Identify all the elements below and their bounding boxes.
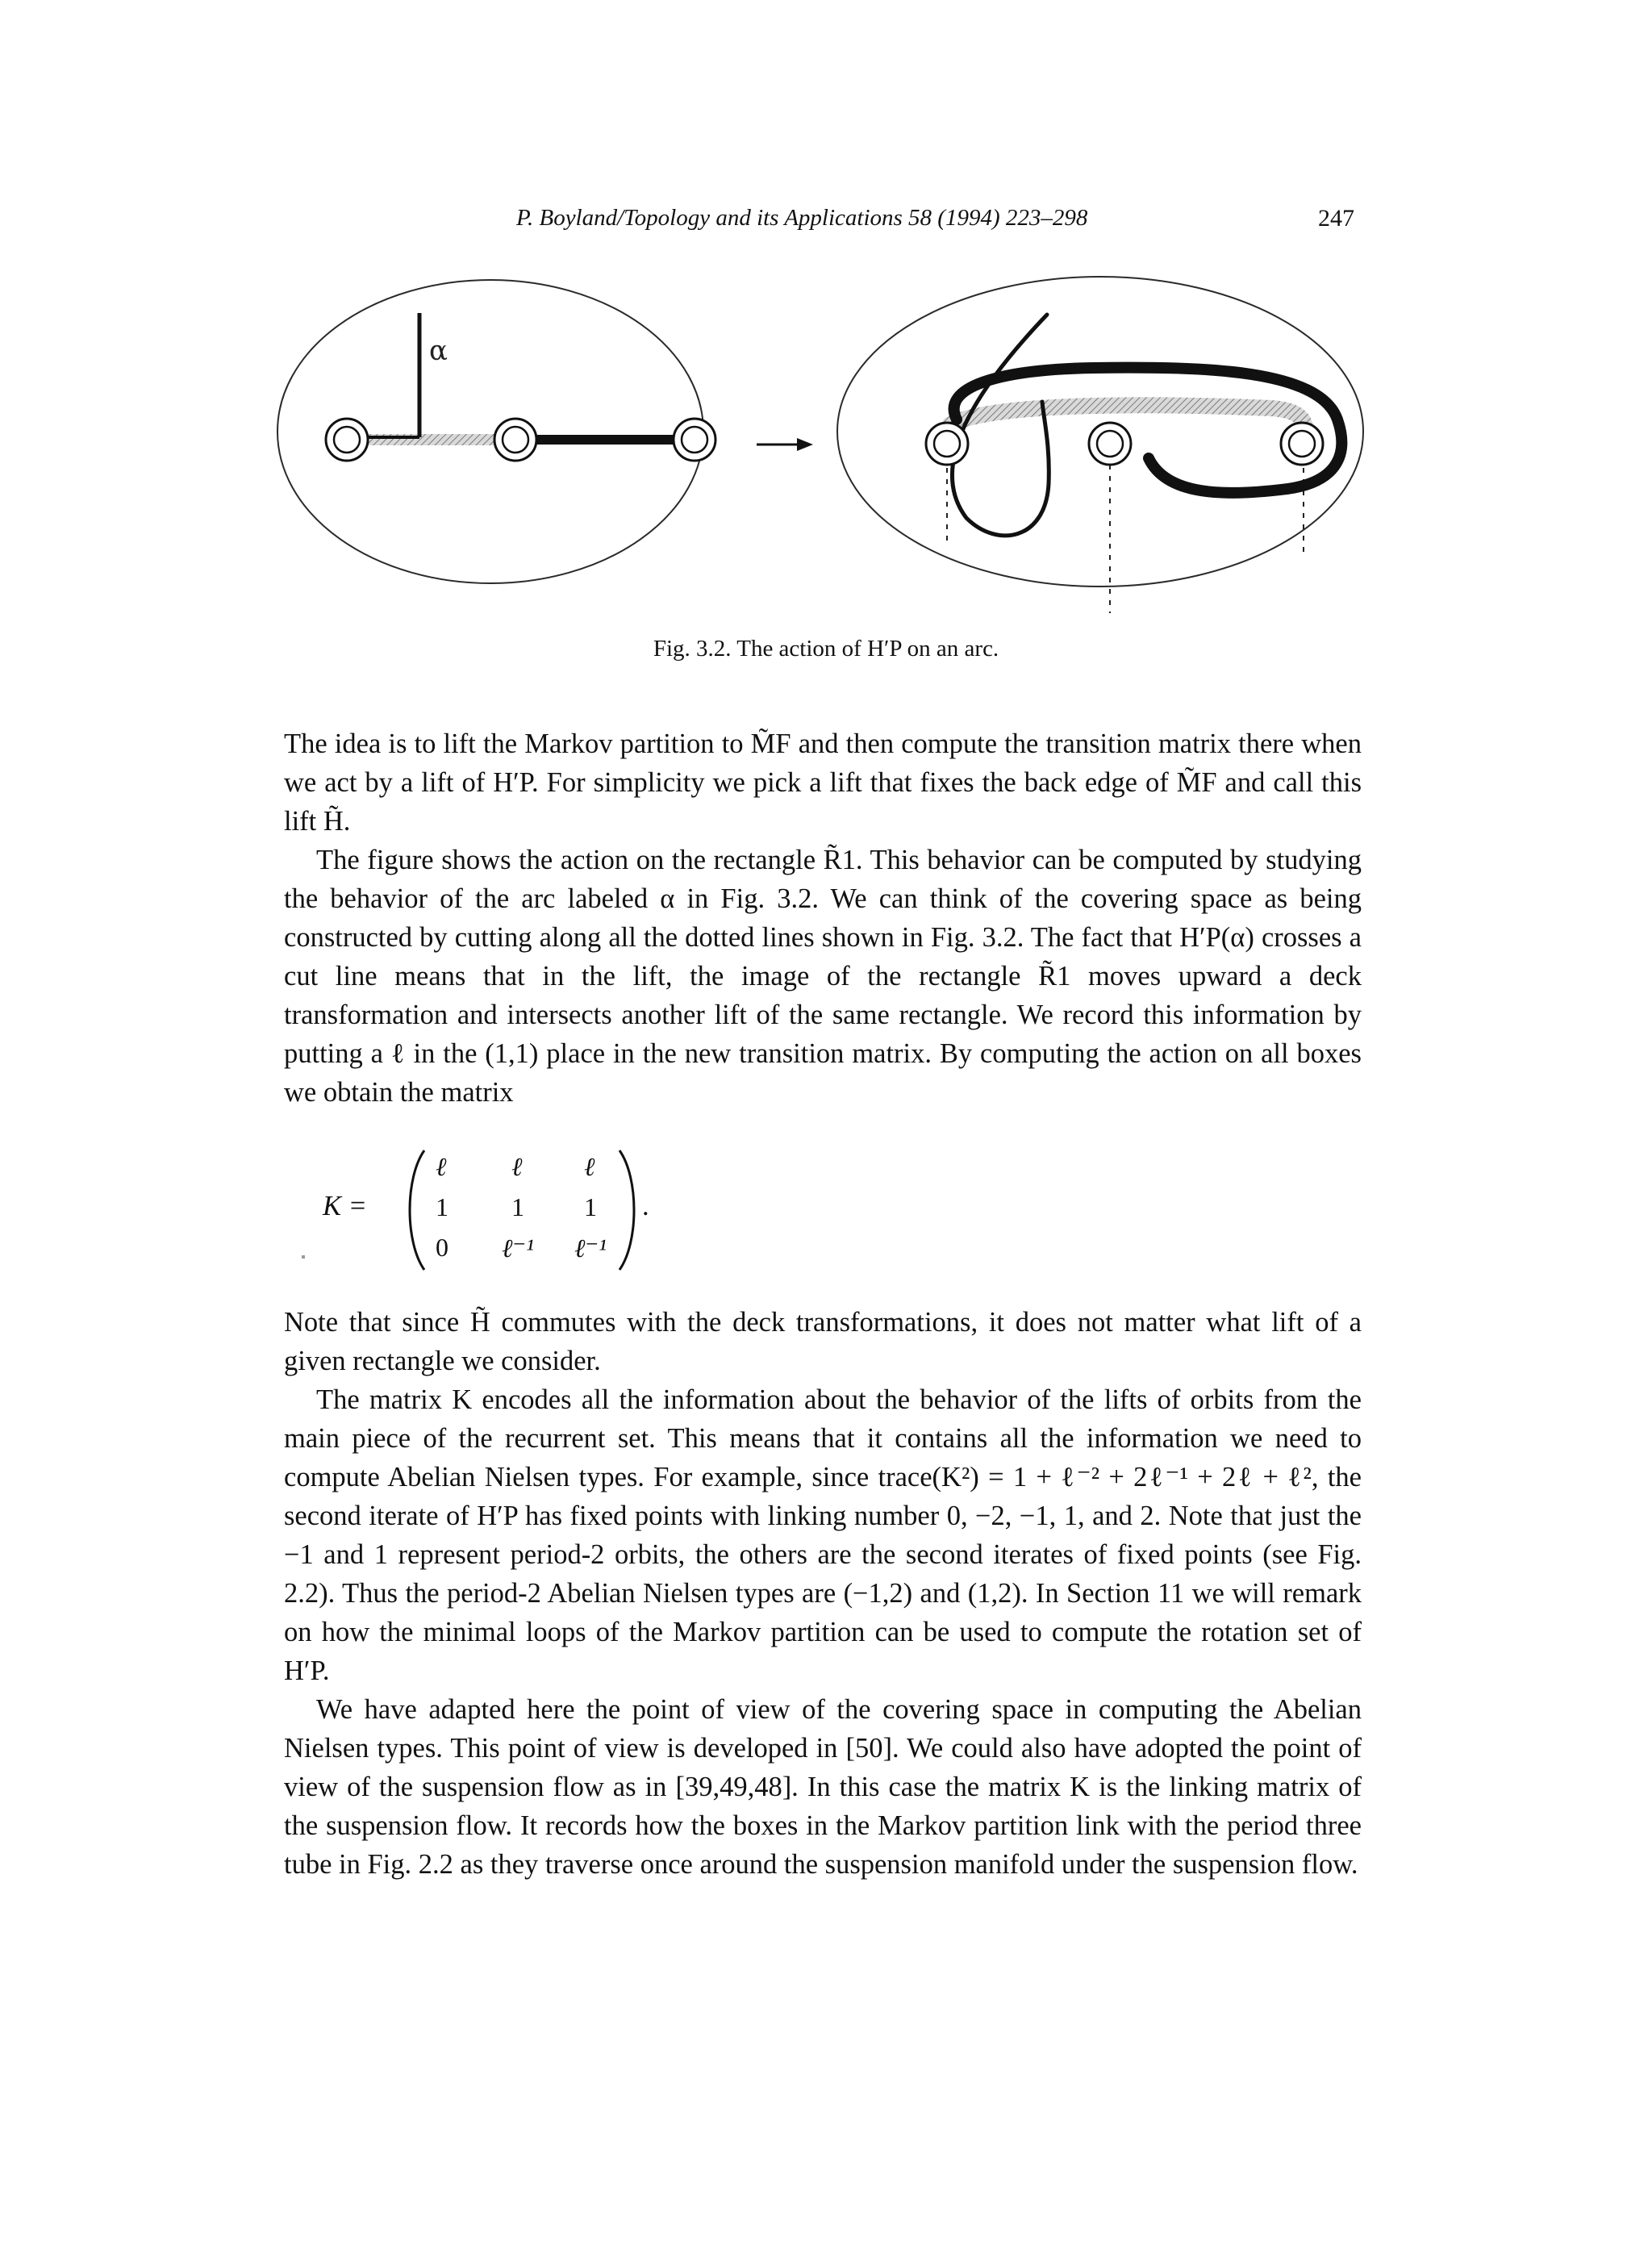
figure-caption: Fig. 3.2. The action of H′P on an arc. <box>653 636 999 662</box>
image-of-arc-alpha <box>952 315 1049 536</box>
equation-lhs: K = <box>323 1191 367 1221</box>
matrix-cell-r1c3: ℓ <box>584 1152 595 1181</box>
matrix-cell-r2c1: 1 <box>436 1192 448 1221</box>
paragraph-matrix-k: The matrix K encodes all the information about the behavior of the lifts of orbits from the main piece of the recurrent set. This means that it contains all the information we need to compute Abelian Nielsen types. For example, since trace(K²) = 1 + ℓ⁻² + 2ℓ⁻¹ + 2ℓ + ℓ², the second iterate of H′P has fixed points with linking number 0, −2, −1, 1, and 2. Note that just the −1 and 1 represent period-2 orbits, the others are the second iterates of fixed points (see Fig. 2.2). Thus the period-2 Abelian Nielsen types are (−1,2) and (1,2). In Section 11 we will remark on how the minimal loops of the Markov partition can be used to compute the rotation set of H′P. <box>284 1384 1362 1686</box>
scan-speck <box>302 1255 305 1259</box>
marked-point-right-2 <box>1089 423 1131 465</box>
matrix-equation <box>323 1146 661 1275</box>
matrix-cell-r3c1: 0 <box>436 1233 448 1262</box>
marked-point-right-1 <box>926 423 968 465</box>
marked-point-left-1 <box>326 419 368 461</box>
map-arrow <box>757 438 813 451</box>
body-text-top <box>284 724 1362 1112</box>
paragraph-markov-lift: The idea is to lift the Markov partition to M̃F and then compute the transition matrix there when we act by a lift of H′P. For simplicity we pick a lift that fixes the back edge of M̃F and call this lift H̃. <box>284 728 1362 837</box>
marked-point-right-3 <box>1281 423 1323 465</box>
matrix-cell-r2c3: 1 <box>584 1192 597 1221</box>
matrix-cell-r1c1: ℓ <box>436 1152 447 1181</box>
paragraph-rectangle-action: The figure shows the action on the rectangle R̃1. This behavior can be computed by studying the behavior of the arc labeled α in Fig. 3.2. We can think of the covering space as being constructed by cutting along all the dotted lines shown in Fig. 3.2. The fact that H′P(α) crosses a cut line means that in the lift, the image of the rectangle R̃1 moves upward a deck transformation and intersects another lift of the same rectangle. We record this information by putting a ℓ in the (1,1) place in the new transition matrix. By computing the action on all boxes we obtain the matrix <box>284 845 1362 1108</box>
matrix-cell-r3c2: ℓ⁻¹ <box>502 1234 534 1263</box>
marked-point-left-2 <box>494 419 536 461</box>
marked-point-left-3 <box>674 419 715 461</box>
thick-image-curve <box>954 368 1342 493</box>
paragraph-deck-transformations: Note that since H̃ commutes with the deck transformations, it does not matter what lift of a given rectangle we consider. <box>284 1307 1362 1376</box>
alpha-label: α <box>429 335 448 367</box>
matrix-cell-r3c3: ℓ⁻¹ <box>574 1234 607 1263</box>
page-number: 247 <box>1318 205 1354 232</box>
left-disk-diagram <box>277 280 715 583</box>
body-text-bottom <box>284 1303 1362 1884</box>
equation-period: . <box>642 1191 649 1221</box>
running-head: P. Boyland/Topology and its Applications 58 (1994) 223–298 <box>516 205 1088 231</box>
matrix-cell-r1c2: ℓ <box>511 1152 523 1181</box>
right-disk-diagram <box>837 277 1363 613</box>
figure-3-2 <box>271 266 1384 637</box>
matrix-cell-r2c2: 1 <box>511 1192 524 1221</box>
hatched-image-band <box>950 405 1304 432</box>
paragraph-covering-space: We have adapted here the point of view of the covering space in computing the Abelian Nielsen types. This point of view is developed in [50]. We could also have adopted the point of view of the suspension flow as in [39,49,48]. In this case the matrix K is the linking matrix of the suspension flow. It records how the boxes in the Markov partition link with the period three tube in Fig. 2.2 as they traverse once around the suspension manifold under the suspension flow. <box>284 1694 1362 1880</box>
